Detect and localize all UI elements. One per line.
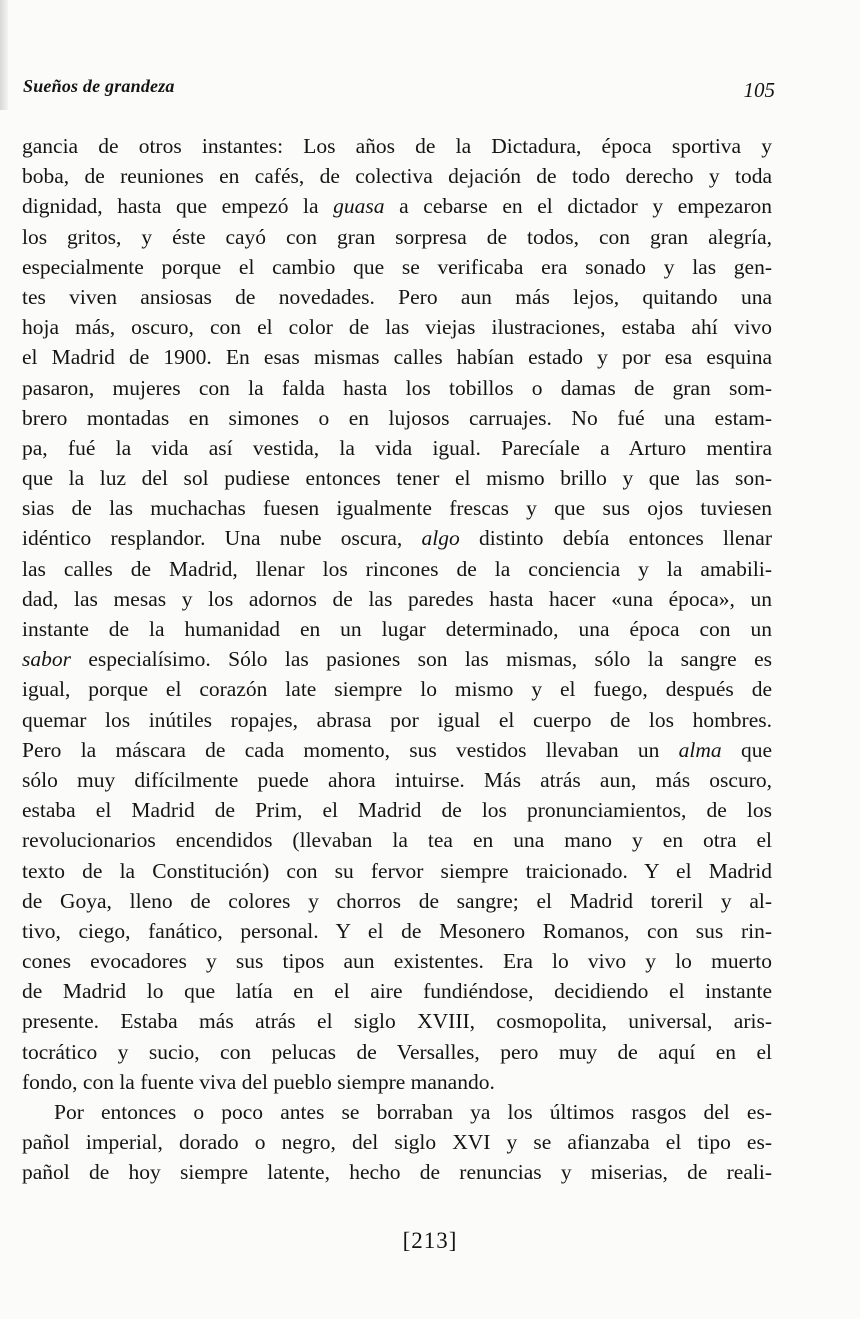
text-line: igual, porque el corazón late siempre lo mismo y el fuego, después de	[22, 677, 772, 702]
text-line: Por entonces o poco antes se borraban ya los últimos rasgos del es-	[54, 1100, 772, 1124]
text-line: estaba el Madrid de Prim, el Madrid de los pronunciamientos, de los	[22, 798, 772, 823]
text-line: quemar los inútiles ropajes, abrasa por igual el cuerpo de los hombres.	[22, 707, 772, 732]
text-line: de Madrid lo que latía en el aire fundiéndose, decidiendo el instante	[22, 979, 772, 1004]
text-line: pañol imperial, dorado o negro, del siglo XVI y se afianzaba el tipo es-	[22, 1130, 772, 1155]
text-line: pasaron, mujeres con la falda hasta los tobillos o damas de gran som-	[22, 375, 772, 400]
text-line: instante de la humanidad en un lugar determinado, una época con un	[22, 617, 772, 641]
folio-number: [213]	[402, 1228, 458, 1253]
text-line: revolucionarios encendidos (llevaban la tea en una mano y en otra el	[22, 828, 772, 853]
text-line: boba, de reuniones en cafés, de colectiva dejación de todo derecho y toda	[22, 164, 772, 189]
text-line: fondo, con la fuente viva del pueblo siempre manando.	[22, 1069, 495, 1094]
text-line: los gritos, y éste cayó con gran sorpresa de todos, con gran alegría,	[22, 224, 772, 249]
text-line: tocrático y sucio, con pelucas de Versalles, pero muy de aquí en el	[22, 1039, 772, 1064]
text-line: sabor especialísimo. Sólo las pasiones son las mismas, sólo la sangre es	[22, 647, 772, 672]
text-line: texto de la Constitución) con su fervor siempre traicionado. Y el Madrid	[22, 858, 772, 883]
page-edge-shadow	[0, 0, 8, 110]
text-line: presente. Estaba más atrás el siglo XVIII, cosmopolita, universal, aris-	[22, 1009, 772, 1034]
text-line: Pero la máscara de cada momento, sus vestidos llevaban un alma que	[22, 737, 772, 762]
text-line: hoja más, oscuro, con el color de las viejas ilustraciones, estaba ahí vivo	[22, 315, 772, 340]
text-line: dad, las mesas y los adornos de las paredes hasta hacer «una época», un	[22, 586, 772, 611]
text-line: las calles de Madrid, llenar los rincones de la conciencia y la amabili-	[22, 556, 772, 581]
page-number: 105	[743, 78, 775, 102]
text-line: idéntico resplandor. Una nube oscura, algo distinto debía entonces llenar	[22, 526, 772, 551]
text-line: cones evocadores y sus tipos aun existentes. Era lo vivo y lo muerto	[22, 949, 772, 974]
text-line: sias de las muchachas fuesen igualmente frescas y que sus ojos tuviesen	[22, 496, 772, 521]
text-line: gancia de otros instantes: Los años de la Dictadura, época sportiva y	[22, 134, 772, 158]
text-line: brero montadas en simones o en lujosos carruajes. No fué una estam-	[22, 405, 772, 430]
paragraph	[22, 1097, 772, 1188]
page-header	[23, 76, 775, 106]
running-title: Sueños de grandeza	[23, 76, 175, 96]
text-line: de Goya, lleno de colores y chorros de sangre; el Madrid toreril y al-	[22, 888, 772, 913]
paragraph	[22, 131, 772, 1097]
text-line: pañol de hoy siempre latente, hecho de renuncias y miserias, de reali-	[22, 1160, 772, 1185]
text-line: especialmente porque el cambio que se verificaba era sonado y las gen-	[22, 254, 772, 279]
text-line: que la luz del sol pudiese entonces tener el mismo brillo y que las son-	[22, 466, 772, 491]
text-line: tivo, ciego, fanático, personal. Y el de Mesonero Romanos, con sus rin-	[22, 918, 772, 943]
text-line: tes viven ansiosas de novedades. Pero aun más lejos, quitando una	[22, 284, 772, 309]
text-line: pa, fué la vida así vestida, la vida igual. Parecíale a Arturo mentira	[22, 435, 772, 460]
text-line: el Madrid de 1900. En esas mismas calles habían estado y por esa esquina	[22, 345, 772, 370]
text-line: dignidad, hasta que empezó la guasa a cebarse en el dictador y empezaron	[22, 194, 772, 219]
text-line: sólo muy difícilmente puede ahora intuirse. Más atrás aun, más oscuro,	[22, 767, 772, 792]
body-text	[22, 131, 772, 1188]
